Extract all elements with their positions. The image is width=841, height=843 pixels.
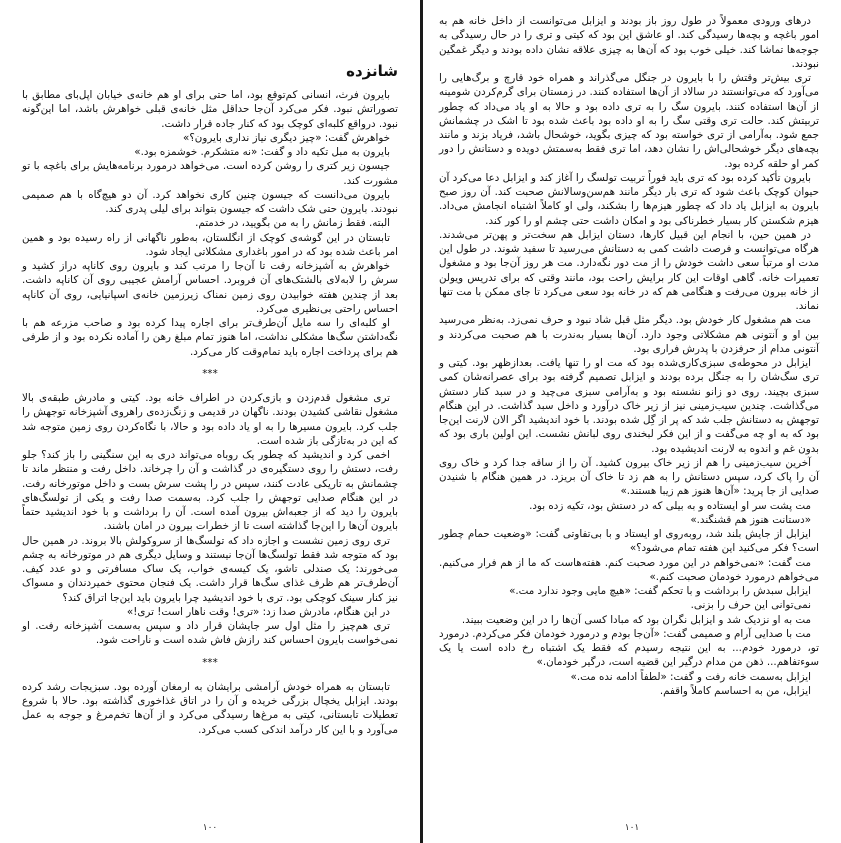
paragraph: تری بیش‌تر وقتش را با بایرون در جنگل می‌گذراند و همراه خود قارچ و برگ‌هایی را می‌آورد که می‌توانستند در سالاد از آن‌ها استفاده کنند. در زمستان برای گرم‌کردن شومینه از آن‌ها استفاده کنند. بایرون سگ را به تری داده بود و حالا به او یاد می‌داد که چطور تربیتش کند. حالت تری وقتی سگ را به او داده بود باعث شده بود تا اشک در چشمانش جمع شود. به‌آرامی از تری خواسته بود که چیزی بگوید، خوشحال باشد، فریاد بزند و مانند بچه‌های دیگر خوشحالی‌اش را نشان دهد، اما تری فقط به‌سمتش دویده و دستانش را دور کمر او حلقه کرده بود. xyxy=(439,72,819,170)
page-number-right: ۱۰۱ xyxy=(624,823,640,833)
paragraph: نمی‌توانی این حرف را بزنی. xyxy=(690,599,811,612)
chapter-title: شانزده xyxy=(346,62,398,80)
paragraph: ایزابل به‌سمت خانه رفت و گفت: «لطفاً ادامه نده مت.» xyxy=(570,670,811,683)
section-separator: *** xyxy=(202,367,218,380)
section-separator: *** xyxy=(202,656,218,669)
paragraph: البته. فقط زمانش را به من بگویید، در خدمتم. xyxy=(195,217,390,230)
paragraph: مت هم مشغول کار خودش بود. دیگر مثل قبل شاد نبود و حرف نمی‌زد. به‌نظر می‌رسید بین او و آنتونی هم مشکلاتی وجود دارد. آن‌ها بسیار به‌ندرت با هم صحبت می‌کردند و آنتونی مدام از حرفزدن با پدرش فراری بود. xyxy=(439,314,819,355)
paragraph: بایرون تأکید کرده بود که تری باید فوراً تربیت تولسگ را آغاز کند و ایزابل دعا می‌کرد آن حیوان کوچک باعث شود که تری بار دیگر مانند هم‌سن‌وسالانش صحبت کند. آن روز صبح بایرون به ایزابل یاد داد که چطور هیزم‌ها را بشکند، ولی او کاملاً اشتباه انجامش می‌داد. هیزم شکستن کار بسیار خطرناکی بود و امکان داشت حتی چشم او را کور کند. xyxy=(439,171,819,227)
paragraph: تری مشغول قدم‌زدن و بازی‌کردن در اطراف خانه بود. کیتی و مادرش طبقه‌ی بالا مشغول نقاشی کشیدن بودند. ناگهان در قدیمی و زنگ‌زده‌ی راهروی آشپزخانه توجهش را جلب کرد. بایرون مسیرها را به او یاد داده بود و حالا، با نگاه‌کردن روی زمین متوجه شد که این در به‌تازگی باز شده است. xyxy=(22,392,398,447)
page-number-left: ۱۰۰ xyxy=(202,823,218,833)
paragraph: در همین حین، با انجام این قبیل کارها، دستان ایزابل هم سخت‌تر و پهن‌تر می‌شدند. هرگاه می‌توانست و فرصت داشت کمی به دستانش می‌رسید تا سفید شوند. در طول این مدت او مرتباً سعی داشت خودش را از مت دور نگه‌دارد. مت هر روز آن‌جا بود و مشغول تعمیرات خانه. گاهی اوقات این کار برایش راحت بود، مانند وقتی که برای تدریس ویولن از خانه بیرون می‌رفت و هنگامی هم که در خانه بود سعی می‌کرد تا جای ممکن با مت تنها نماند. xyxy=(439,228,819,312)
paragraph: بایرون می‌دانست که جیسون چنین کاری نخواهد کرد. آن دو هیچ‌گاه با هم صمیمی نبودند. بایرون حتی شک داشت که جیسون بتواند برای لیلی پدری کند. xyxy=(22,188,398,215)
paragraph: ایزابل از جایش بلند شد، رو‌به‌روی او ایستاد و با بی‌تفاوتی گفت: «وضعیت حمام چطور است؟ فکر می‌کنید این هفته تمام می‌شود؟» xyxy=(439,528,819,555)
paragraph: تابستان به همراه خودش آرامشی برایشان به ارمغان آورده بود. سبزیجات رشد کرده بودند. ایزابل یخچال بزرگی خریده و آن را در اتاق غذاخوری گذاشته بود. حالا با شروع تعطیلات تابستانی، کیتی به مرغ‌ها رسیدگی می‌کرد و از آن‌ها تخم‌مرغ و جوجه به عمل می‌آورد و با این کار درآمد اندکی کسب می‌کرد. xyxy=(22,680,398,736)
paragraph: تری هم‌چیز را مثل اول سر جایشان قرار داد و سپس به‌سمت آشپزخانه رفت. او نمی‌خواست بایرون احساس کند رازش فاش شده است و ناراحت شود. xyxy=(22,620,398,647)
paragraph: ایزابل در محوطه‌ی سبزی‌کاری‌شده بود که مت او را تنها یافت. بعدازظهر بود. کیتی و تری سگ‌شان را به جنگل برده بودند و ایزابل تصمیم گرفته بود برای عصرانه‌شان کمی سبزی بچیند. روی دو زانو نشسته بود و به‌آرامی سبزی می‌چید و در سبد کنار دستش می‌گذاشت. چندین سیب‌زمینی نیز از زیر خاک درآورد و داخل سبد گذاشت. در این هنگام توجهش به دستانش جلب شد که پر از گِل شده بودند. با خود اندیشید اگر الان لارنت این‌جا بود که به او چه می‌گفت و از این فکر لبخندی روی لبانش نشست. این اولین باری بود که بدون غم و اندوه به لارنت اندیشیده بود. xyxy=(439,357,819,455)
paragraph: مت با صدایی آرام و صمیمی گفت: «آن‌جا بودم و درمورد خودمان فکر می‌کردم. درمورد تو، درمورد خودم... به این نتیجه رسیدم که فقط یک اشتباه رخ داده است یا یک سوءتفاهم... ذهن من مدام درگیر این قضیه است، درگیر خودمان.» xyxy=(439,627,819,669)
paragraph: او کلبه‌ای را سه مایل آن‌طرف‌تر برای اجاره پیدا کرده بود و صاحب مزرعه هم با نگه‌داشتن سگ‌ها مشکلی نداشت، اما هنوز تمام مبلغ رهن را آماده نکرده بود و از طرفی هم برای پرداخت اجاره باید تمام‌وقت کار می‌کرد. xyxy=(22,317,398,358)
paragraph: اخمی کرد و اندیشید که چطور یک روباه می‌تواند دری به این سنگینی را باز کند؟ جلو رفت، دستش را روی دستگیره‌ی در گذاشت و آن را چرخاند. داخل رفت و منتظر ماند تا چشمانش به تاریکی عادت کنند، سپس در را پشت سرش بست و داخل موتورخانه رفت. در این هنگام صدایی توجهش را جلب کرد. به‌سمت صدا رفت و یکی از تولسگ‌های بایرون را دید که از جعبه‌اش بیرون آمده است. آن را برداشت و با خود اندیشید حتماً بایرون آن‌ها را این‌جا گذاشته است تا از خطرات بیرون در امان باشند. xyxy=(22,449,398,533)
paragraph: آخرین سیب‌زمینی را هم از زیر خاک بیرون کشید. آن را از ساقه جدا کرد و خاک روی آن را پاک کرد، سپس دستانش را به هم زد تا خاک آن بریزد. در همین هنگام با شنیدن صدایی از جا پرید: «آن‌ها هنوز هم زیبا هستند.» xyxy=(439,456,819,498)
paragraph: در این هنگام، مادرش صدا زد: «تری! وقت ناهار است! تری!» xyxy=(126,605,390,618)
paragraph: مت گفت: «نمی‌خواهم در این مورد صحبت کنم. هفته‌هاست که ما از هم فرار می‌کنیم. می‌خواهم درمورد خودمان صحبت کنم.» xyxy=(439,556,819,583)
left-page-body xyxy=(22,88,398,737)
paragraph: جیسون زیر کتری را روشن کرده است. می‌خواهد درمورد برنامه‌هایش برای باغچه با تو مشورت کند. xyxy=(22,160,398,187)
paragraph: درهای ورودی معمولاً در طول روز باز بودند و ایزابل می‌توانست از داخل خانه هم به امور باغچه و بچه‌ها رسیدگی کند. او عاشق این بود که کیتی و تری را در حال رسیدگی به جوجه‌ها تماشا کند. خیلی خوب بود که آن‌ها به چیزی علاقه نشان داده بودند و دیگر غمگین نبودند. xyxy=(439,15,819,70)
paragraph: مت به او نزدیک شد و ایزابل نگران بود که مبادا کسی آن‌ها را در این وضعیت ببیند. xyxy=(461,613,811,626)
right-page-body xyxy=(439,14,819,698)
paragraph: تری روی زمین نشست و اجازه داد که تولسگ‌ها از سروکولش بالا بروند. در همین حال بود که متوجه شد فقط تولسگ‌ها آن‌جا نیستند و وسایل دیگری هم در موتورخانه به چشم می‌خورند: یک صندلی تاشو، یک کیسه‌ی خواب، یک ساک مسافرتی و دو عدد کیف. آن‌طرف‌تر هم ظرف غذای سگ‌ها قرار داشت. یک فنجان محتوی خمیردندان و مسواک نیز کنار سینک کوچکی بود. تری با خود اندیشید چرا بایرون باید این‌جا اتراق کند؟ xyxy=(22,534,398,604)
paragraph: خواهرش به آشپزخانه رفت تا آن‌جا را مرتب کند و بایرون روی کاناپه دراز کشید و سرش را لابه‌لای بالشتک‌های آن فروبرد. احساس آرامش عجیبی روی آن کاناپه داشت. بعد از چندین هفته خوابیدن روی زمین نمناک زیرزمین خانه‌ی اسپانیایی، روی آن کاناپه احساس راحتی بی‌نظیری می‌کرد. xyxy=(22,260,398,315)
paragraph: بایرون فرث، انسانی کم‌توقع بود، اما حتی برای او هم خانه‌ی خیابان اپل‌بای مطابق با تصوراتش نبود. فکر می‌کرد آن‌جا حداقل مثل خانه‌ی قبلی خواهرش باشد، اما این‌گونه نبود. درواقع کلبه‌ای کوچک بود که کنار جاده قرار داشت. xyxy=(22,89,398,130)
paragraph: خواهرش گفت: «چیز دیگری نیاز نداری بایرون؟» xyxy=(183,131,390,144)
paragraph: ایزابل سبدش را برداشت و با تحکم گفت: «هیچ مایی وجود ندارد مت.» xyxy=(509,585,811,597)
left-page xyxy=(0,0,420,843)
paragraph: مت پشت سر او ایستاده و به بیلی که در دستش بود، تکیه زده بود. xyxy=(529,499,811,512)
paragraph: «دستانت هنوز هم قشنگند.» xyxy=(690,513,811,526)
right-page xyxy=(423,0,841,843)
paragraph: ایزابل، من به احساسم کاملاً واقفم. xyxy=(659,684,811,697)
paragraph: بایرون به مبل تکیه داد و گفت: «نه متشکرم. خوشمزه بود.» xyxy=(134,146,390,158)
paragraph: تابستان در این گوشه‌ی کوچک از انگلستان، به‌طور ناگهانی از راه رسیده بود و همین امر باعث شده بود که در امور باغداری مشکلاتی ایجاد شود. xyxy=(22,231,398,258)
